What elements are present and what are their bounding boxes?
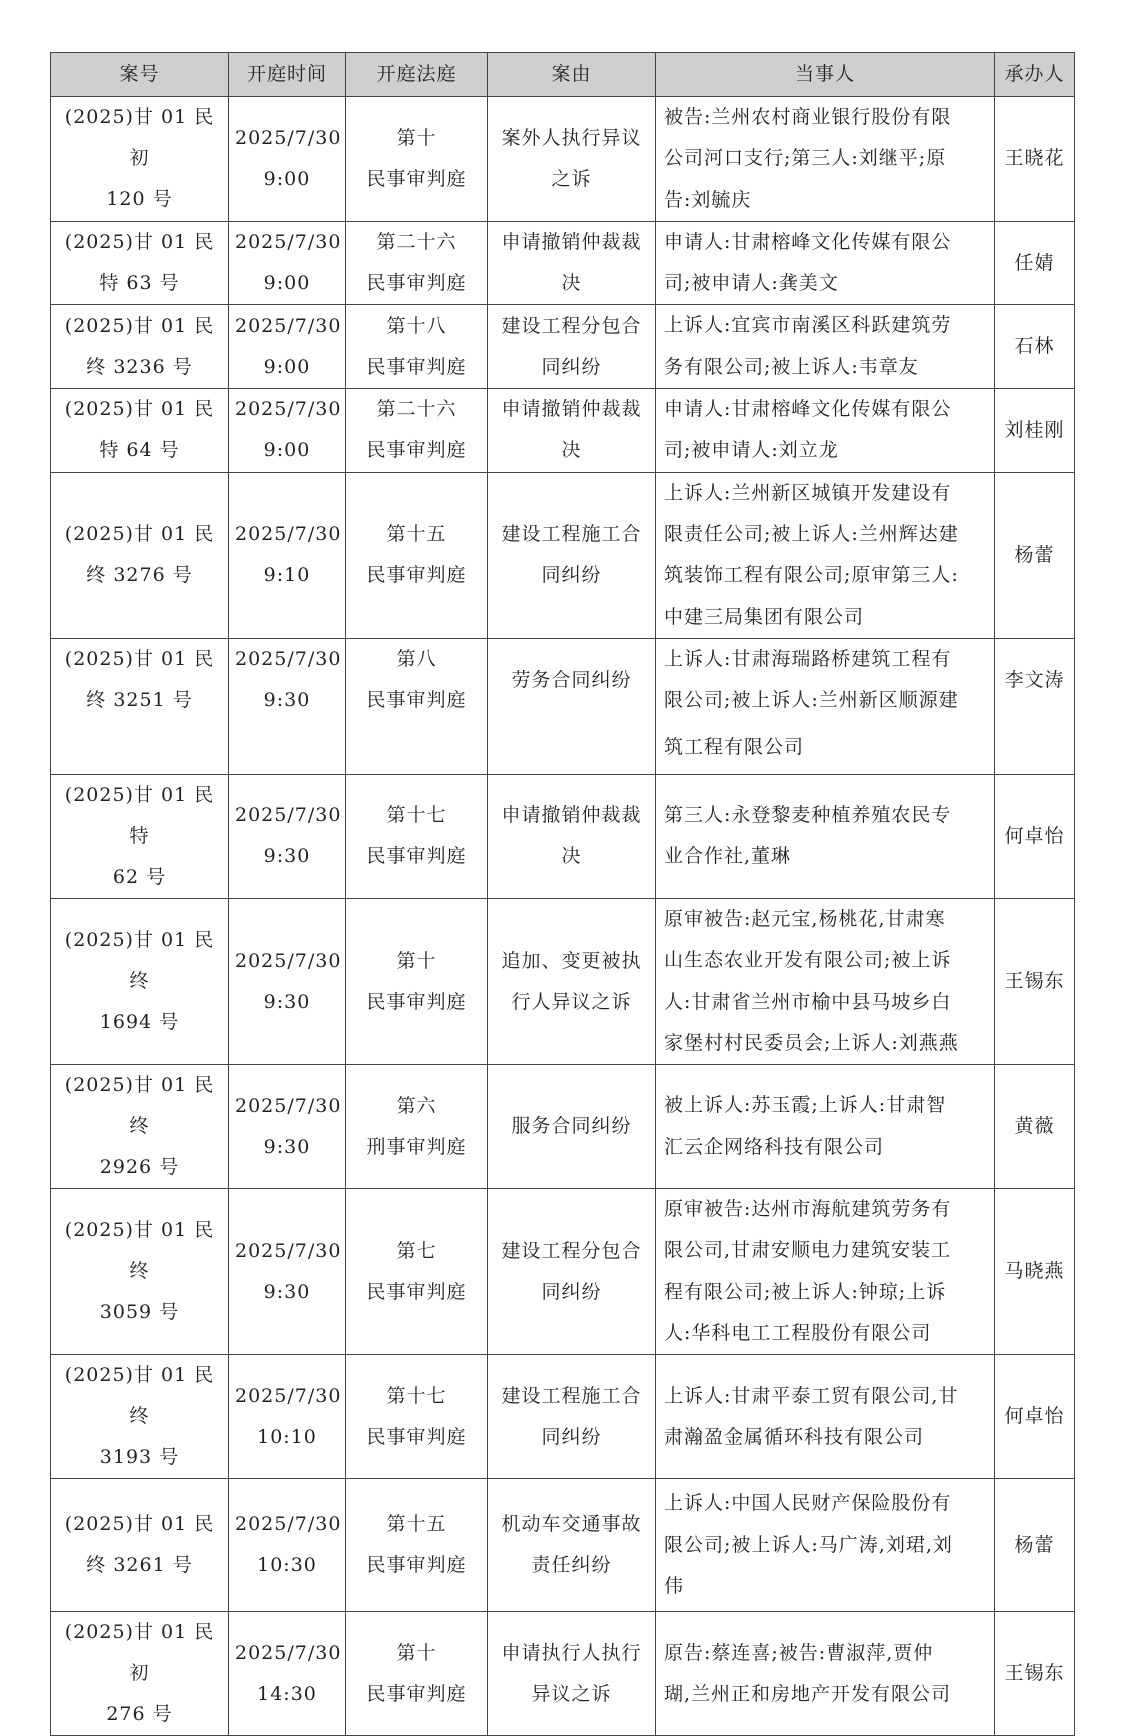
parties-line: 原审被告:赵元宝,杨桃花,甘肃寒: [664, 907, 946, 930]
hearing-time-line: 2025/7/30: [235, 1641, 342, 1664]
parties-line: 上诉人:中国人民财产保险股份有: [664, 1492, 952, 1515]
table-row: [51, 1612, 1075, 1736]
case-number-line: (2025)甘 01 民: [64, 398, 215, 421]
hearing-time-cell: [229, 1189, 346, 1355]
cause-line: 异议之诉: [531, 1682, 612, 1705]
header-judge: 承办人: [995, 53, 1075, 97]
header-case-no: 案号: [51, 53, 229, 97]
empty-cell: [229, 721, 346, 774]
courtroom-line: 民事审判庭: [366, 990, 467, 1013]
case-number-cell: [51, 1479, 229, 1612]
parties-line: 限公司,甘肃安顺电力建筑安装工: [664, 1239, 952, 1262]
case-number-line: 特 63 号: [99, 272, 180, 295]
judge-cell: 任婧: [995, 221, 1075, 305]
cause-line: 追加、变更被执: [501, 949, 642, 972]
courtroom-line: 刑事审判庭: [366, 1135, 467, 1158]
hearing-time-cell: [229, 472, 346, 638]
judge-cell: 杨蕾: [995, 1479, 1075, 1612]
courtroom-cell: [346, 1065, 488, 1189]
courtroom-line: 第十五: [386, 523, 447, 546]
courtroom-cell: [346, 898, 488, 1064]
case-number-line: 3059 号: [99, 1301, 180, 1324]
case-number-line: (2025)甘 01 民终: [64, 929, 215, 993]
case-number-cell: [51, 389, 229, 473]
table-row-continuation: [51, 721, 1075, 774]
header-cause: 案由: [488, 53, 656, 97]
hearing-time-line: 2025/7/30: [235, 231, 342, 254]
cause-line: 同纠纷: [541, 564, 602, 587]
hearing-time-line: 2025/7/30: [235, 314, 342, 337]
courtroom-line: 第七: [396, 1239, 437, 1262]
courtroom-line: 第八: [396, 648, 437, 671]
hearing-time-line: 9:00: [263, 355, 311, 378]
cause-line: 案外人执行异议: [501, 126, 642, 149]
courtroom-line: 民事审判庭: [366, 1554, 467, 1577]
cause-line: 建设工程分包合: [501, 1239, 642, 1262]
parties-line: 告:刘毓庆: [664, 188, 752, 211]
courtroom-cell: [346, 472, 488, 638]
cause-line: 同纠纷: [541, 1280, 602, 1303]
empty-cell: [346, 721, 488, 774]
courtroom-line: 民事审判庭: [366, 564, 467, 587]
parties-line: 肃瀚盈金属循环科技有限公司: [664, 1425, 925, 1448]
courtroom-line: 民事审判庭: [366, 1425, 467, 1448]
table-row: [51, 221, 1075, 305]
hearing-time-line: 2025/7/30: [235, 523, 342, 546]
courtroom-line: 第六: [396, 1094, 437, 1117]
hearing-time-cell: [229, 898, 346, 1064]
case-number-cell: [51, 221, 229, 305]
hearing-time-cell: [229, 1065, 346, 1189]
cause-cell: [488, 305, 656, 389]
parties-cell: [656, 389, 995, 473]
case-number-cell: [51, 1065, 229, 1189]
courtroom-line: 民事审判庭: [366, 439, 467, 462]
parties-line: 限责任公司;被上诉人:兰州辉达建: [664, 522, 959, 545]
case-number-line: (2025)甘 01 民: [64, 523, 215, 546]
judge-cell: 杨蕾: [995, 472, 1075, 638]
judge-cell: 刘桂刚: [995, 389, 1075, 473]
courtroom-line: 民事审判庭: [366, 355, 467, 378]
parties-line: 上诉人:兰州新区城镇开发建设有: [664, 481, 952, 504]
case-number-cell: [51, 1612, 229, 1736]
case-number-cell: [51, 305, 229, 389]
cause-line: 申请撤销仲裁裁: [501, 398, 642, 421]
cause-line: 申请撤销仲裁裁: [501, 231, 642, 254]
cause-line: 建设工程分包合: [501, 314, 642, 337]
cause-line: 劳务合同纠纷: [511, 668, 632, 691]
hearing-time-cell: [229, 774, 346, 898]
hearing-time-line: 9:00: [263, 272, 311, 295]
hearing-schedule: [50, 52, 1074, 1736]
parties-cell: [656, 721, 995, 774]
judge-cell: 黄薇: [995, 1065, 1075, 1189]
courtroom-cell: [346, 221, 488, 305]
hearing-time-line: 9:30: [263, 1280, 311, 1303]
parties-line: 瑚,兰州正和房地产开发有限公司: [664, 1682, 952, 1705]
cause-line: 决: [561, 845, 582, 868]
header-parties: 当事人: [656, 53, 995, 97]
parties-line: 筑工程有限公司: [664, 736, 805, 759]
table-row: [51, 898, 1075, 1064]
courtroom-line: 民事审判庭: [366, 1280, 467, 1303]
hearing-time-line: 2025/7/30: [235, 398, 342, 421]
parties-cell: [656, 638, 995, 721]
case-number-line: 终 3236 号: [86, 355, 193, 378]
cause-line: 机动车交通事故: [501, 1513, 642, 1536]
parties-cell: [656, 472, 995, 638]
cause-cell: [488, 97, 656, 222]
header-row: [51, 53, 1075, 97]
parties-line: 人:甘肃省兰州市榆中县马坡乡白: [664, 990, 952, 1013]
hearing-time-line: 2025/7/30: [235, 648, 342, 671]
case-number-line: 62 号: [112, 865, 167, 888]
parties-line: 司;被申请人:龚美文: [664, 272, 839, 295]
courtroom-cell: [346, 638, 488, 721]
parties-cell: [656, 1189, 995, 1355]
hearing-time-cell: [229, 638, 346, 721]
case-number-line: (2025)甘 01 民初: [64, 1621, 215, 1685]
parties-cell: [656, 774, 995, 898]
case-number-cell: [51, 638, 229, 721]
parties-line: 被告:兰州农村商业银行股份有限: [664, 106, 952, 128]
table-row: [51, 774, 1075, 898]
parties-line: 申请人:甘肃榕峰文化传媒有限公: [664, 230, 952, 253]
courtroom-line: 第十八: [386, 314, 447, 337]
case-number-line: 终 3261 号: [86, 1554, 193, 1577]
cause-line: 建设工程施工合: [501, 1384, 642, 1407]
cause-cell: [488, 1065, 656, 1189]
parties-cell: [656, 305, 995, 389]
hearing-time-line: 9:00: [263, 167, 311, 190]
parties-line: 中建三局集团有限公司: [664, 605, 865, 628]
cause-line: 责任纠纷: [531, 1554, 612, 1577]
cause-cell: [488, 1612, 656, 1736]
parties-line: 限公司;被上诉人:兰州新区顺源建: [664, 689, 959, 712]
header-court: 开庭法庭: [346, 53, 488, 97]
case-number-line: (2025)甘 01 民: [64, 1513, 215, 1536]
courtroom-cell: [346, 1612, 488, 1736]
case-number-cell: [51, 898, 229, 1064]
case-number-line: (2025)甘 01 民终: [64, 1219, 215, 1283]
cause-cell: [488, 774, 656, 898]
empty-cell: [51, 721, 229, 774]
judge-cell: 王锡东: [995, 898, 1075, 1064]
courtroom-line: 民事审判庭: [366, 272, 467, 295]
cause-cell: [488, 221, 656, 305]
courtroom-line: 第十: [396, 1641, 437, 1664]
hearing-time-line: 9:30: [263, 689, 311, 712]
courtroom-line: 第十五: [386, 1513, 447, 1536]
hearing-time-cell: [229, 1612, 346, 1736]
case-number-line: (2025)甘 01 民终: [64, 1364, 215, 1428]
hearing-time-cell: [229, 1355, 346, 1479]
courtroom-cell: [346, 305, 488, 389]
table-row: [51, 389, 1075, 473]
cause-line: 行人异议之诉: [511, 990, 632, 1013]
case-number-cell: [51, 1355, 229, 1479]
courtroom-cell: [346, 389, 488, 473]
case-number-line: (2025)甘 01 民终: [64, 1074, 215, 1138]
case-number-cell: [51, 97, 229, 222]
hearing-table: [50, 52, 1075, 1736]
parties-line: 山生态农业开发有限公司;被上诉: [664, 949, 952, 972]
case-number-line: 终 3251 号: [86, 689, 193, 712]
courtroom-line: 第十七: [386, 804, 447, 827]
table-body: [51, 97, 1075, 1736]
empty-cell: [995, 721, 1075, 774]
cause-line: 同纠纷: [541, 355, 602, 378]
case-number-line: (2025)甘 01 民: [64, 314, 215, 337]
parties-line: 上诉人:甘肃平泰工贸有限公司,甘: [664, 1384, 959, 1407]
parties-line: 上诉人:甘肃海瑞路桥建筑工程有: [664, 647, 952, 670]
table-row: [51, 472, 1075, 638]
courtroom-line: 第十七: [386, 1384, 447, 1407]
hearing-time-cell: [229, 389, 346, 473]
hearing-time-line: 2025/7/30: [235, 1513, 342, 1536]
parties-cell: [656, 1065, 995, 1189]
hearing-time-line: 9:10: [263, 564, 311, 587]
courtroom-cell: [346, 1479, 488, 1612]
case-number-line: (2025)甘 01 民特: [64, 783, 215, 847]
judge-cell: 王锡东: [995, 1612, 1075, 1736]
courtroom-line: 民事审判庭: [366, 1682, 467, 1705]
judge-cell: 马晓燕: [995, 1189, 1075, 1355]
hearing-time-line: 9:30: [263, 1135, 311, 1158]
parties-line: 上诉人:宜宾市南溪区科跃建筑劳: [664, 314, 952, 337]
courtroom-line: 民事审判庭: [366, 845, 467, 868]
case-number-line: 120 号: [106, 188, 173, 211]
parties-line: 原告:蔡连喜;被告:曹淑萍,贾仲: [664, 1641, 934, 1664]
parties-line: 被上诉人:苏玉霞;上诉人:甘肃智: [664, 1094, 947, 1117]
hearing-time-line: 10:30: [257, 1554, 317, 1577]
hearing-time-cell: [229, 1479, 346, 1612]
case-number-line: (2025)甘 01 民: [64, 648, 215, 671]
case-number-cell: [51, 774, 229, 898]
hearing-time-cell: [229, 97, 346, 222]
cause-cell: [488, 1189, 656, 1355]
judge-cell: 李文涛: [995, 638, 1075, 721]
parties-line: 家堡村村民委员会;上诉人:刘燕燕: [664, 1031, 959, 1054]
header-time: 开庭时间: [229, 53, 346, 97]
cause-cell: [488, 1479, 656, 1612]
judge-cell: 王晓花: [995, 97, 1075, 222]
hearing-time-line: 2025/7/30: [235, 1094, 342, 1117]
cause-line: 之诉: [551, 167, 592, 190]
hearing-time-line: 2025/7/30: [235, 1384, 342, 1407]
courtroom-line: 民事审判庭: [366, 167, 467, 190]
case-number-line: 终 3276 号: [86, 564, 193, 587]
empty-cell: [488, 721, 656, 774]
table-row: [51, 1065, 1075, 1189]
parties-cell: [656, 898, 995, 1064]
courtroom-line: 第二十六: [376, 231, 457, 254]
hearing-time-line: 2025/7/30: [235, 804, 342, 827]
hearing-time-line: 9:00: [263, 439, 311, 462]
case-number-line: 276 号: [106, 1703, 173, 1726]
cause-line: 决: [561, 439, 582, 462]
parties-cell: [656, 1355, 995, 1479]
hearing-time-line: 2025/7/30: [235, 1239, 342, 1262]
parties-line: 程有限公司;被上诉人:钟琼;上诉: [664, 1280, 947, 1303]
parties-line: 筑装饰工程有限公司;原审第三人:: [664, 564, 959, 587]
parties-line: 公司河口支行;第三人:刘继平;原: [664, 147, 947, 170]
courtroom-cell: [346, 1355, 488, 1479]
hearing-time-line: 14:30: [257, 1682, 317, 1705]
courtroom-cell: [346, 1189, 488, 1355]
hearing-time-line: 2025/7/30: [235, 126, 342, 149]
parties-line: 业合作社,董琳: [664, 845, 792, 868]
cause-cell: [488, 389, 656, 473]
courtroom-cell: [346, 774, 488, 898]
cause-cell: [488, 638, 656, 721]
table-row: [51, 97, 1075, 222]
table-row: [51, 305, 1075, 389]
case-number-line: (2025)甘 01 民初: [64, 106, 215, 170]
courtroom-line: 第十: [396, 949, 437, 972]
courtroom-line: 民事审判庭: [366, 689, 467, 712]
table-row: [51, 1189, 1075, 1355]
parties-line: 汇云企网络科技有限公司: [664, 1135, 885, 1158]
parties-cell: [656, 221, 995, 305]
hearing-time-line: 9:30: [263, 845, 311, 868]
parties-cell: [656, 1612, 995, 1736]
parties-line: 司;被申请人:刘立龙: [664, 439, 839, 462]
cause-line: 同纠纷: [541, 1425, 602, 1448]
cause-line: 申请执行人执行: [501, 1641, 642, 1664]
case-number-line: 特 64 号: [99, 439, 180, 462]
case-number-line: 3193 号: [99, 1446, 180, 1469]
table-row: [51, 1355, 1075, 1479]
parties-line: 第三人:永登黎麦种植养殖农民专: [664, 804, 952, 827]
table-row: [51, 1479, 1075, 1612]
parties-cell: [656, 1479, 995, 1612]
parties-line: 限公司;被上诉人:马广涛,刘珺,刘: [664, 1533, 953, 1556]
case-number-cell: [51, 472, 229, 638]
case-number-line: 1694 号: [99, 1011, 180, 1034]
cause-cell: [488, 898, 656, 1064]
cause-cell: [488, 472, 656, 638]
hearing-time-cell: [229, 305, 346, 389]
parties-line: 原审被告:达州市海航建筑劳务有: [664, 1198, 952, 1221]
judge-cell: 何卓怡: [995, 774, 1075, 898]
hearing-time-line: 2025/7/30: [235, 949, 342, 972]
table-row: [51, 638, 1075, 721]
judge-cell: 何卓怡: [995, 1355, 1075, 1479]
cause-line: 服务合同纠纷: [511, 1115, 632, 1138]
cause-line: 申请撤销仲裁裁: [501, 804, 642, 827]
courtroom-line: 第二十六: [376, 398, 457, 421]
cause-cell: [488, 1355, 656, 1479]
hearing-time-cell: [229, 221, 346, 305]
courtroom-cell: [346, 97, 488, 222]
hearing-time-line: 10:10: [257, 1425, 317, 1448]
parties-cell: [656, 97, 995, 222]
courtroom-line: 第十: [396, 126, 437, 149]
parties-line: 申请人:甘肃榕峰文化传媒有限公: [664, 398, 952, 421]
case-number-cell: [51, 1189, 229, 1355]
judge-cell: 石林: [995, 305, 1075, 389]
parties-line: 伟: [664, 1574, 685, 1597]
cause-line: 决: [561, 272, 582, 295]
case-number-line: 2926 号: [99, 1156, 180, 1179]
cause-line: 建设工程施工合: [501, 523, 642, 546]
parties-line: 人:华科电工工程股份有限公司: [664, 1322, 932, 1345]
hearing-time-line: 9:30: [263, 990, 311, 1013]
parties-line: 务有限公司;被上诉人:韦章友: [664, 355, 919, 378]
case-number-line: (2025)甘 01 民: [64, 231, 215, 254]
